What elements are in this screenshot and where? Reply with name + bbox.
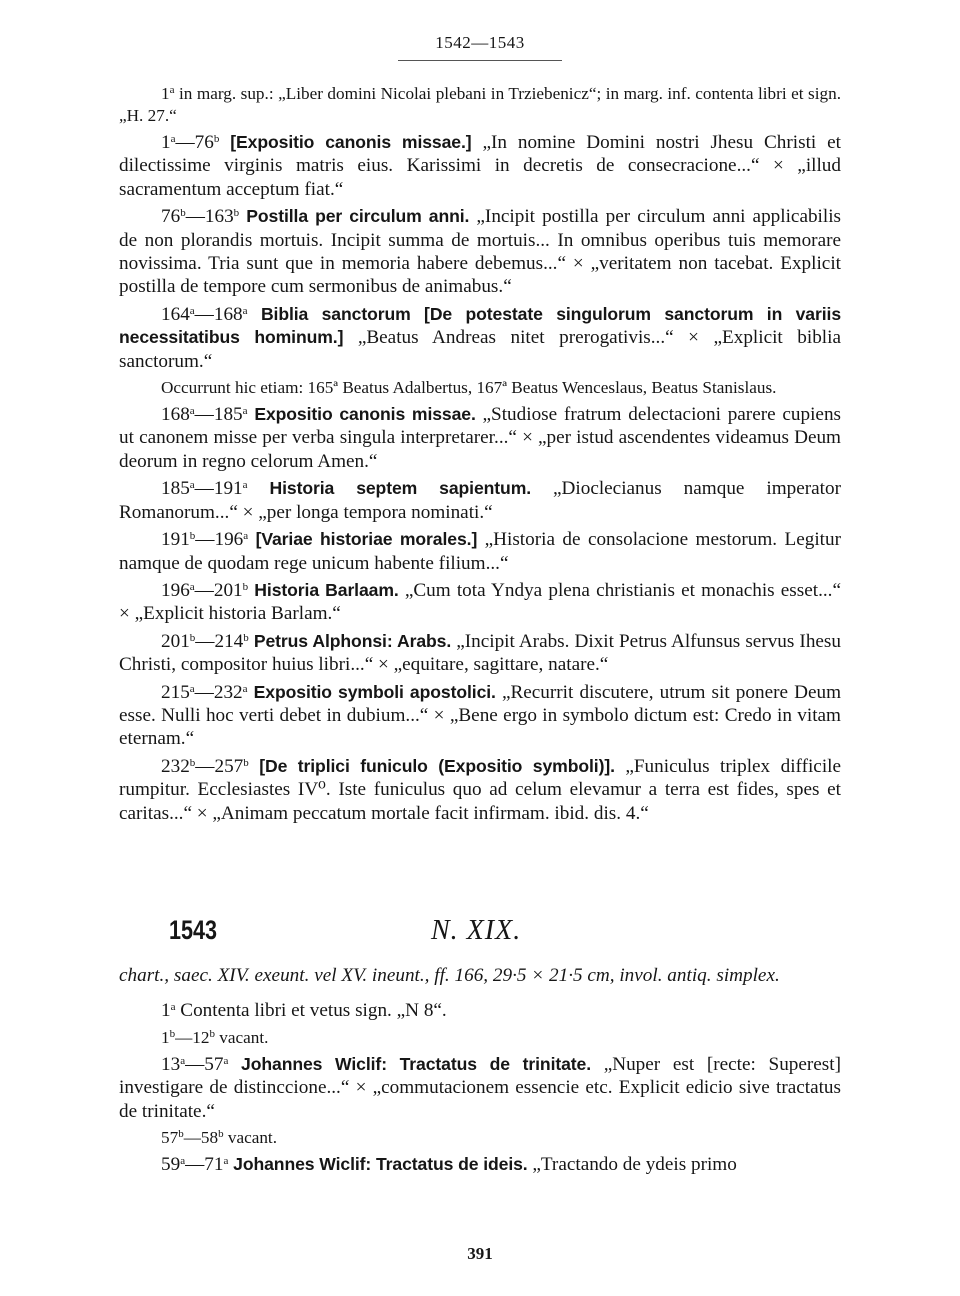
catalogue-entry: [119, 477, 841, 524]
catalogue-entries-1542: [119, 83, 841, 829]
entry-title: Petrus Alphonsi: Arabs.: [253, 630, 452, 651]
catalogue-entry: [119, 377, 841, 399]
folio-range: 57$^b$—58$^b$: [161, 1128, 224, 1148]
folio-range: 191$^b$—196$^a$: [161, 529, 249, 551]
catalogue-entry: [119, 579, 841, 626]
catalogue-entry: [119, 1153, 841, 1176]
catalogue-entry: [119, 131, 841, 201]
folio-range: 59$^a$—71$^a$: [161, 1154, 229, 1176]
entry-text: vacant.: [223, 1128, 278, 1148]
folio-range: 13$^a$—57$^a$: [161, 1053, 229, 1075]
entry-title: Johannes Wiclif: Tractatus de ideis.: [233, 1154, 528, 1175]
entry-text: „Nuper est [recte: Superest] investigare de distinccione...“ × „commutacionem essencie etc. Explicit edicio sive tractatus de trinitate.“: [119, 1053, 841, 1122]
folio-range: 76$^b$—163$^b$: [161, 206, 240, 228]
catalogue-entry: [119, 403, 841, 473]
folio-range: 185$^a$—191$^a$: [161, 478, 248, 500]
manuscript-description: chart., saec. XIV. exeunt. vel XV. ineunt., ff. 166, 29·5 × 21·5 cm, invol. antiq. simplex.: [119, 965, 780, 986]
entry-title: Expositio symboli apostolici.: [253, 681, 496, 702]
entry-text: „Dioclecianus namque imperator Romanorum...“ × „per longa tempora nominati.“: [119, 478, 841, 523]
running-head: 1542—1543: [435, 33, 525, 52]
entry-text: „Incipit Arabs. Dixit Petrus Alfunsus servus Ihesu Christi, compositor huius libri...“ × „equitare, sagittare, natare.“: [119, 630, 841, 676]
catalogue-entry: [119, 1053, 841, 1123]
record-signature: N. XIX.: [431, 915, 522, 946]
record-number: 1543: [169, 915, 218, 945]
entry-text: „Studiose fratrum delectacioni parere cupiens ut canonem misse per verba singula interpretarer...“ × „per istud ascendentes videamus Deum deorum in regno celorum Amen.“: [119, 404, 842, 472]
entry-title: Johannes Wiclif: Tractatus de trinitate.: [241, 1053, 592, 1074]
entry-text: „Cum tota Yndya plena christianis et monachis esset...“ × „Explicit historia Barlam.“: [119, 579, 841, 625]
entry-text: in marg. sup.: „Liber domini Nicolai plebani in Trziebenicz“; in marg. inf. contenta libri et sign. „H. 27.“: [119, 84, 841, 125]
entries-1543-list: [119, 999, 841, 1176]
folio-range: 1$^b$—12$^b$: [161, 1027, 215, 1047]
catalogue-entry: [119, 205, 841, 299]
running-head-rule: [398, 60, 562, 61]
entry-text: vacant.: [214, 1027, 269, 1047]
folio-range: 168$^a$—185$^a$: [161, 404, 248, 426]
page-number: 391: [467, 1244, 493, 1263]
catalogue-entry: [119, 755, 841, 825]
catalogue-entry: [119, 1027, 841, 1049]
entry-title: [Expositio canonis missae.]: [230, 132, 472, 152]
entry-text: „Recurrit discutere, utrum sit ponere Deum esse. Nulli hoc verti debet in dubium...“ × „Bene ergo in symbolo dictum est: Credo in vitam eternam.“: [119, 681, 842, 750]
entry-text: „Incipit postilla per circulum anni applicabilis de non plorandis mortuis. Incipit summa de mortuis... In omnibus operibus tuis memorare novissima. Tria sunt que in memoria habere debemus...“ × „veritatem non tacebat. Explicit postilla de tempore cum sermonibus de animabus.“: [119, 206, 842, 298]
folio-range: 1$^a$—76$^b$: [161, 132, 220, 153]
entry-title: Historia septem sapientum.: [269, 478, 532, 499]
entry-text: Occurrunt hic etiam: 165ª Beatus Adalbertus, 167ª Beatus Wenceslaus, Beatus Stanislaus.: [161, 378, 777, 398]
catalogue-entry: [119, 83, 841, 127]
entry-title: Expositio canonis missae.: [254, 404, 476, 425]
catalogue-entry: [119, 630, 841, 677]
entry-text: „Tractando de ydeis primo: [527, 1154, 737, 1176]
folio-range: 201$^b$—214$^b$: [161, 630, 249, 652]
folio-range: 196$^a$—201$^b$: [161, 579, 249, 601]
folio-range: 232$^b$—257$^b$: [161, 755, 249, 777]
folio-range: 215$^a$—232$^a$: [161, 681, 248, 703]
entry-title: Historia Barlaam.: [254, 579, 399, 600]
catalogue-entry: [119, 303, 841, 373]
entry-text: „In nomine Domini nostri Jhesu Christi et dilectissime virginis matris eius. Karissimi in decretis de consecracione...“ × „illud sacramentum acceptum fiat.“: [119, 132, 842, 200]
entry-text: „Beatus Andreas nitet prerogativis...“ × „Explicit biblia sanctorum.“: [119, 327, 841, 372]
entry-title: Postilla per circulum anni.: [246, 206, 470, 227]
entry-text: „Funiculus triplex difficile rumpitur. Ecclesiastes IV⁰. Iste funiculus quo ad celum elevamur a terra est fides, spes et caritas...“ × „Animam peccatum mortale facit infirmam. ibid. dis. 4.“: [119, 755, 841, 824]
catalogue-entry: [119, 1127, 841, 1149]
entry-text: „Historia de consolacione mestorum. Legitur namque de quodam rege unicum habente filium...“: [119, 529, 841, 574]
folio-range: 1$^a$: [161, 1000, 176, 1022]
folio-range: 164$^a$—168$^a$: [161, 303, 248, 325]
folio-range: 1$^a$: [161, 84, 175, 103]
catalogue-entries-1543: [119, 964, 841, 1180]
entry-text: Contenta libri et vetus sign. „N 8“.: [175, 1000, 447, 1022]
entry-title: Biblia sanctorum [De potestate singulorum sanctorum in variis necessitatibus hominum.]: [119, 303, 842, 348]
record-heading: [119, 915, 841, 955]
catalogue-entry: [119, 528, 841, 575]
catalogue-entry: [119, 681, 841, 751]
catalogue-entry: [119, 999, 841, 1022]
entry-title: [Variae historiae morales.]: [255, 529, 478, 550]
entry-title: [De triplici funiculo (Expositio symboli)].: [259, 755, 615, 776]
